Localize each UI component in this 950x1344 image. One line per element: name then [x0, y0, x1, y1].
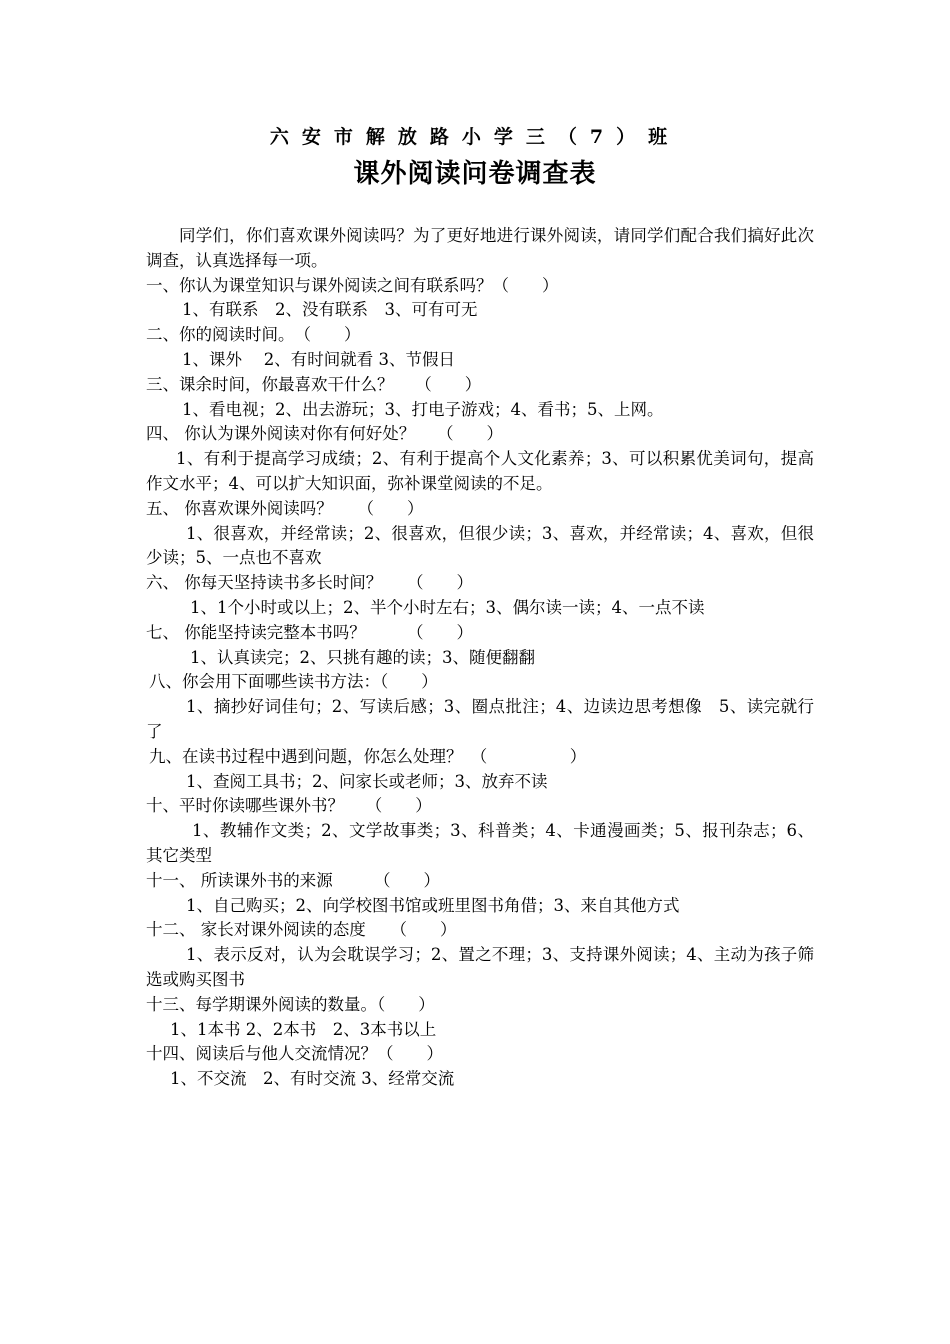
question-3: 三、课余时间，你最喜欢干什么？ （ ） — [146, 374, 482, 394]
answer-options-10: 1、教辅作文类；2、文学故事类；3、科普类；4、卡通漫画类；5、报刊杂志；6、其它类型 — [146, 821, 814, 865]
question-5: 五、 你喜欢课外阅读吗？ （ ） — [146, 498, 424, 518]
answer-options-12: 1、表示反对，认为会耽误学习；2、置之不理；3、支持课外阅读；4、主动为孩子筛选或购买图书 — [146, 945, 814, 989]
question-12: 十二、 家长对课外阅读的态度 （ ） — [146, 920, 457, 940]
answer-options-1: 1、有联系 2、没有联系 3、可有可无 — [182, 300, 478, 320]
answer-options-9: 1、查阅工具书；2、问家长或老师；3、放弃不读 — [186, 771, 548, 791]
question-10: 十、平时你读哪些课外书？ （ ） — [146, 796, 432, 816]
answer-options-7: 1、认真读完；2、只挑有趣的读；3、随便翻翻 — [190, 647, 535, 667]
answer-options-2: 1、课外 2、有时间就看 3、节假日 — [182, 349, 455, 369]
question-4: 四、 你认为课外阅读对你有何好处？ （ ） — [146, 424, 503, 444]
answer-options-11: 1、自己购买；2、向学校图书馆或班里图书角借；3、来自其他方式 — [186, 895, 680, 915]
answer-options-5: 1、很喜欢，并经常读；2、很喜欢，但很少读；3、喜欢，并经常读；4、喜欢，但很少读；5、一点也不喜欢 — [146, 523, 814, 568]
question-1: 一、你认为课堂知识与课外阅读之间有联系吗？（ ） — [146, 275, 559, 295]
question-2: 二、你的阅读时间。 （ ） — [146, 325, 361, 345]
school-class-heading: 六安市解放路小学三（7）班 — [269, 126, 681, 148]
question-9: 九、在读书过程中遇到问题，你怎么处理？ （ ） — [149, 746, 587, 766]
question-6: 六、 你每天坚持读书多长时间？ （ ） — [146, 573, 473, 593]
question-7: 七、 你能坚持读完整本书吗？ （ ） — [146, 622, 473, 642]
question-11: 十一、 所读课外书的来源 （ ） — [146, 870, 440, 890]
answer-options-14: 1、不交流 2、有时交流 3、经常交流 — [170, 1069, 455, 1089]
answer-options-3: 1、看电视；2、出去游玩；3、打电子游戏；4、看书；5、上网。 — [182, 399, 664, 419]
survey-title: 课外阅读问卷调查表 — [353, 159, 597, 189]
intro-paragraph: 同学们，你们喜欢课外阅读吗？为了更好地进行课外阅读，请同学们配合我们搞好此次调查，认真选择每一项。 — [146, 226, 814, 270]
question-14: 十四、阅读后与他人交流情况？（ ） — [146, 1044, 443, 1064]
answer-options-4: 1、有利于提高学习成绩；2、有利于提高个人文化素养；3、可以积累优美词句，提高作文水平；4、可以扩大知识面，弥补课堂阅读的不足。 — [146, 449, 814, 493]
question-13: 十三、每学期课外阅读的数量。（ ） — [146, 994, 435, 1014]
answer-options-13: 1、1本书 2、2本书 2、3本书以上 — [170, 1019, 437, 1039]
question-8: 八、你会用下面哪些读书方法：（ ） — [149, 672, 438, 692]
answer-options-8: 1、摘抄好词佳句；2、写读后感；3、圈点批注；4、边读边思考想像 5、读完就行了 — [146, 697, 814, 741]
answer-options-6: 1、1个小时或以上；2、半个小时左右；3、偶尔读一读；4、一点不读 — [190, 597, 705, 617]
survey-body — [146, 224, 814, 1092]
